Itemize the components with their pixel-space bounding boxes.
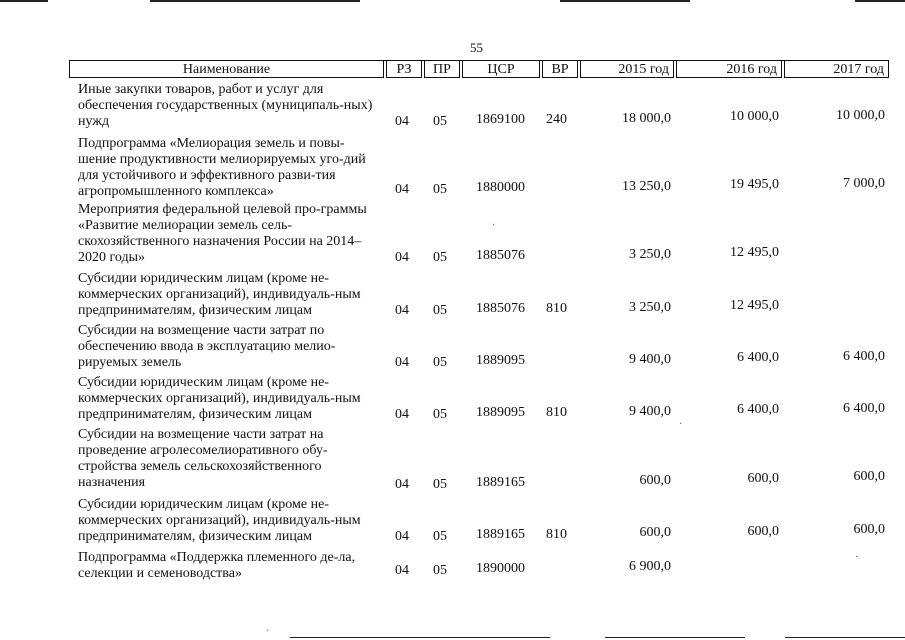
scan-artifact-line xyxy=(150,0,360,2)
header-csr: ЦСР xyxy=(462,61,540,78)
row-rz: 04 xyxy=(395,114,409,129)
scan-artifact-line xyxy=(605,637,745,638)
row-name: Мероприятия федеральной целевой про-граммы «Развитие мелиорации земель сель-скохозяйственного назначения России на 2014–2020 годы» xyxy=(78,202,367,265)
scan-speck: · xyxy=(266,626,270,637)
row-name: Подпрограмма «Мелиорация земель и повы-шение продуктивности мелиорируемых уго-дий для устойчивого и эффективного разви-тия агропромышленного комплекса» xyxy=(78,136,366,199)
row-pr: 05 xyxy=(433,182,447,197)
row-pr: 05 xyxy=(433,529,447,544)
row-2017: 600,0 xyxy=(853,522,885,537)
row-vr: 810 xyxy=(546,527,567,542)
row-vr: 810 xyxy=(546,301,567,316)
scan-speck: · xyxy=(679,419,683,430)
row-csr: 1889095 xyxy=(476,353,525,368)
scan-artifact-line xyxy=(785,637,905,638)
row-pr: 05 xyxy=(433,114,447,129)
row-2017: 6 400,0 xyxy=(843,401,885,416)
row-rz: 04 xyxy=(395,303,409,318)
row-2016: 6 400,0 xyxy=(737,350,779,365)
row-csr: 1880000 xyxy=(476,180,525,195)
row-2016: 12 495,0 xyxy=(730,245,779,260)
row-2015: 600,0 xyxy=(639,473,671,488)
row-name: Субсидии юридическим лицам (кроме не-коммерческих организаций), индивидуаль-ным предпринимателям, физическим лицам xyxy=(78,271,361,318)
row-2015: 600,0 xyxy=(639,525,671,540)
row-2016: 19 495,0 xyxy=(730,177,779,192)
table-header xyxy=(69,60,889,78)
row-vr: 240 xyxy=(546,112,567,127)
scan-speck: · xyxy=(492,220,496,231)
page-number: 55 xyxy=(470,40,483,55)
row-2016: 6 400,0 xyxy=(737,402,779,417)
row-pr: 05 xyxy=(433,563,447,578)
row-rz: 04 xyxy=(395,407,409,422)
row-2016: 10 000,0 xyxy=(730,109,779,124)
header-vr: ВР xyxy=(542,61,578,78)
row-name: Иные закупки товаров, работ и услуг для обеспечения государственных (муниципаль-ных) нужд xyxy=(78,82,373,129)
row-vr: 810 xyxy=(546,405,567,420)
row-rz: 04 xyxy=(395,563,409,578)
row-2017: 6 400,0 xyxy=(843,349,885,364)
row-name: Подпрограмма «Поддержка племенного де-ла, селекции и семеноводства» xyxy=(78,550,356,581)
row-csr: 1889165 xyxy=(476,527,525,542)
row-2015: 9 400,0 xyxy=(629,404,671,419)
row-rz: 04 xyxy=(395,250,409,265)
row-pr: 05 xyxy=(433,407,447,422)
scan-artifact-line xyxy=(855,0,905,2)
row-2015: 3 250,0 xyxy=(629,300,671,315)
row-csr: 1889095 xyxy=(476,405,525,420)
header-name: Наименование xyxy=(69,61,384,78)
row-2016: 600,0 xyxy=(747,471,779,486)
row-2015: 6 900,0 xyxy=(629,559,671,574)
header-pr: ПР xyxy=(424,61,460,78)
scan-artifact-line xyxy=(560,0,690,2)
header-rz: РЗ xyxy=(386,61,422,78)
row-2017: 7 000,0 xyxy=(843,176,885,191)
row-csr: 1885076 xyxy=(476,301,525,316)
row-csr: 1869100 xyxy=(476,112,525,127)
header-2017: 2017 год xyxy=(784,61,889,78)
row-rz: 04 xyxy=(395,355,409,370)
row-csr: 1890000 xyxy=(476,561,525,576)
row-name: Субсидии юридическим лицам (кроме не-коммерческих организаций), индивидуаль-ным предпринимателям, физическим лицам xyxy=(78,497,361,544)
row-pr: 05 xyxy=(433,303,447,318)
scan-speck: · xyxy=(855,552,859,563)
row-rz: 04 xyxy=(395,477,409,492)
row-2015: 9 400,0 xyxy=(629,352,671,367)
header-2016: 2016 год xyxy=(676,61,782,78)
row-2015: 13 250,0 xyxy=(622,179,671,194)
header-2015: 2015 год xyxy=(580,61,674,78)
row-name: Субсидии на возмещение части затрат на проведение агролесомелиоративного обу-стройства земель сельскохозяйственного назначения xyxy=(78,427,328,490)
row-2015: 3 250,0 xyxy=(629,247,671,262)
row-name: Субсидии юридическим лицам (кроме не-коммерческих организаций), индивидуаль-ным предпринимателям, физическим лицам xyxy=(78,375,361,422)
row-2017: 10 000,0 xyxy=(836,108,885,123)
row-name: Субсидии на возмещение части затрат по обеспечению ввода в эксплуатацию мелио-рируемых земель xyxy=(78,323,336,370)
row-2016: 600,0 xyxy=(747,524,779,539)
scan-artifact-line xyxy=(0,0,48,2)
row-2017: 600,0 xyxy=(853,469,885,484)
row-pr: 05 xyxy=(433,355,447,370)
row-pr: 05 xyxy=(433,477,447,492)
row-2015: 18 000,0 xyxy=(622,111,671,126)
row-rz: 04 xyxy=(395,529,409,544)
row-2016: 12 495,0 xyxy=(730,298,779,313)
scan-artifact-line xyxy=(290,637,550,638)
row-rz: 04 xyxy=(395,182,409,197)
row-csr: 1885076 xyxy=(476,248,525,263)
row-csr: 1889165 xyxy=(476,475,525,490)
row-pr: 05 xyxy=(433,250,447,265)
